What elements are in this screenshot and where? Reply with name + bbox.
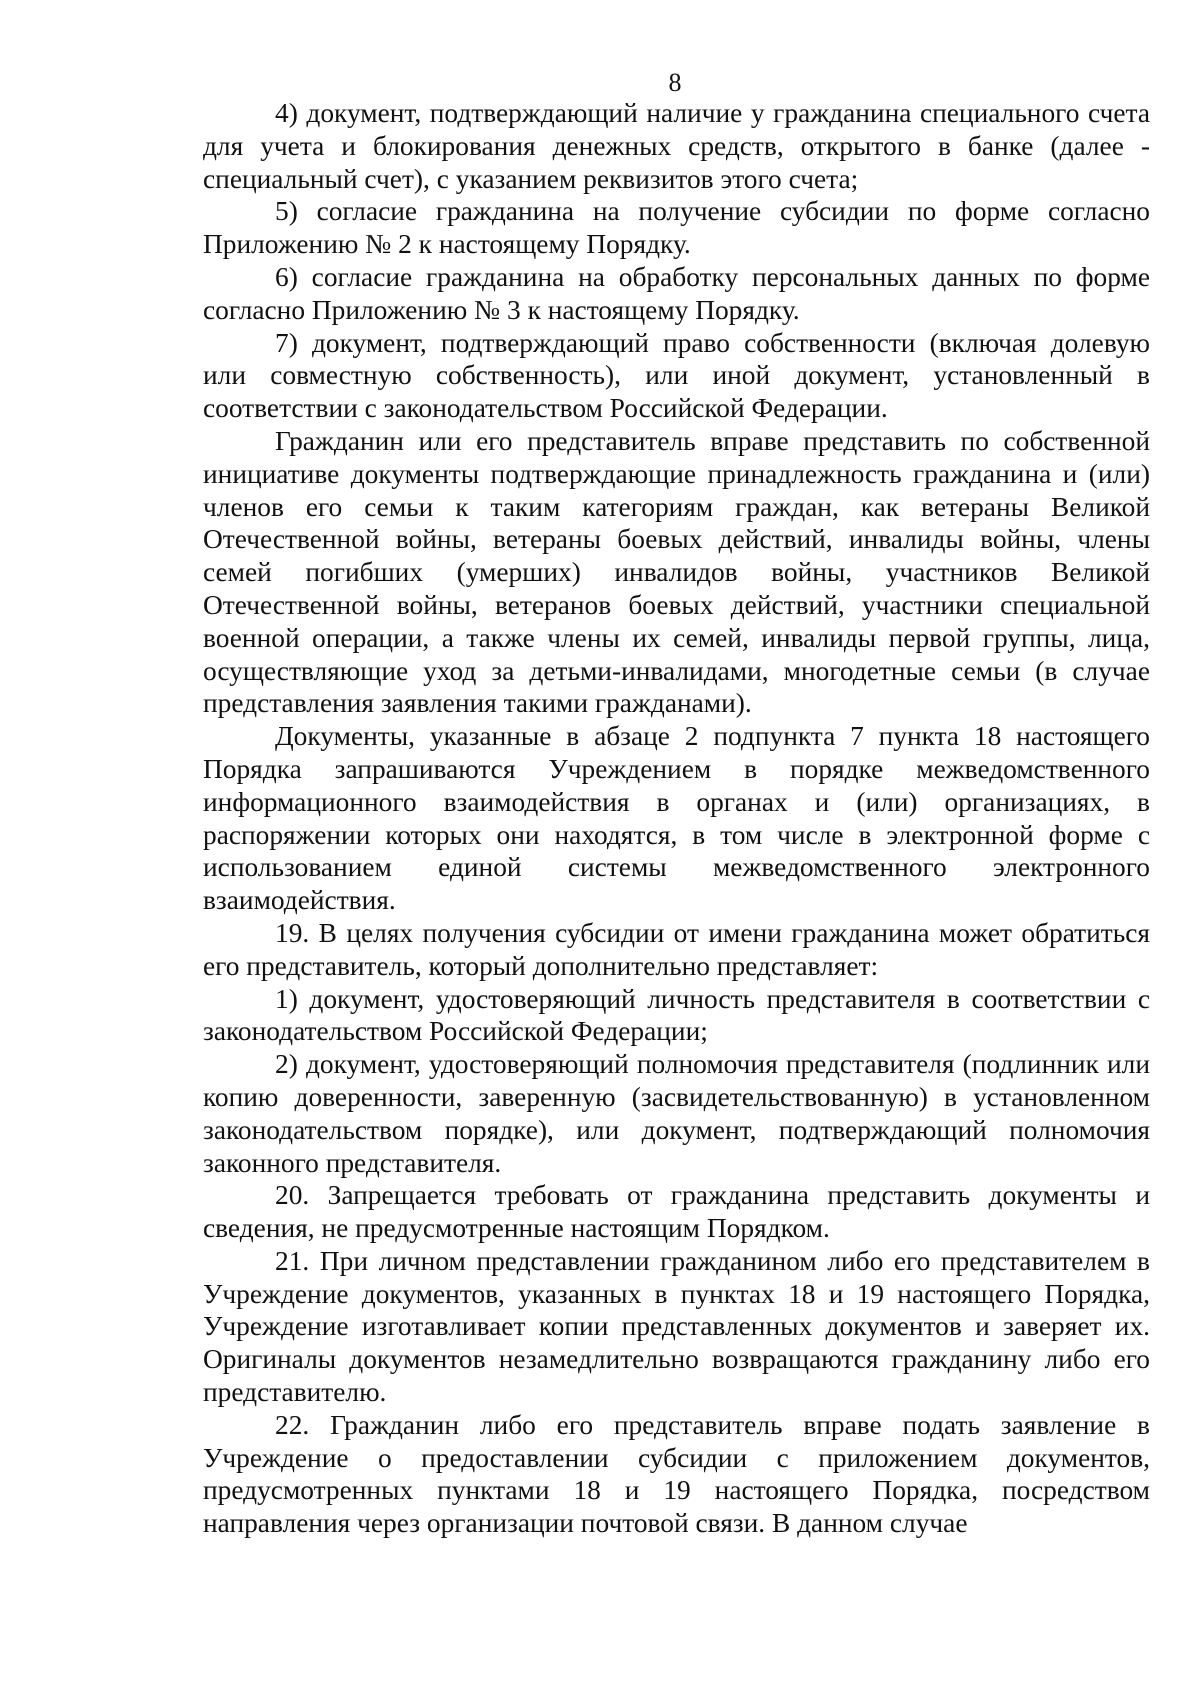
paragraph-clause-21: 21. При личном представлении гражданином либо его представителем в Учреждение документов, указанных в пунктах 18 и 19 настоящего Порядка, Учреждение изготавливает копии представленных документов и заверяет их. Оригиналы документов незамедлительно возвращаются гражданину либо его представителю. (203, 1245, 1150, 1408)
paragraph-clause-22: 22. Гражданин либо его представитель вправе подать заявление в Учреждение о предоставлении субсидии с приложением документов, предусмотренных пунктами 18 и 19 настоящего Порядка, посредством направления через организации почтовой связи. В данном случае (203, 1409, 1150, 1539)
paragraph-clause-19-item-1: 1) документ, удостоверяющий личность представителя в соответствии с законодательством Российской Федерации; (203, 983, 1150, 1047)
paragraph-clause-19-item-2: 2) документ, удостоверяющий полномочия представителя (подлинник или копию доверенности, заверенную (засвидетельствованную) в установленном законодательством порядке), или документ, подтверждающий полномочия законного представителя. (203, 1049, 1150, 1178)
paragraph-documents-request: Документы, указанные в абзаце 2 подпункта 7 пункта 18 настоящего Порядка запрашиваются Учреждением в порядке межведомственного информационного взаимодействия в органах и (или) организациях, в распоряжении которых они находятся, в том числе в электронной форме с использованием единой системы межведомственного электронного взаимодействия. (203, 721, 1150, 916)
paragraph-item-4: 4) документ, подтверждающий наличие у гражданина специального счета для учета и блокирования денежных средств, открытого в банке (далее - специальный счет), с указанием реквизитов этого счета; (203, 98, 1150, 194)
paragraph-citizen-right: Гражданин или его представитель вправе представить по собственной инициативе документы подтверждающие принадлежность гражданина и (или) членов его семьи к таким категориям граждан, как ветераны Великой Отечественной войны, ветераны боевых действий, инвалиды войны, члены семей погибших (умерших) инвалидов войны, участников Великой Отечественной войны, ветеранов боевых действий, участники специальной военной операции, а также члены их семей, инвалиды первой группы, лица, осуществляющие уход за детьми-инвалидами, многодетные семьи (в случае представления заявления такими гражданами). (203, 425, 1150, 719)
paragraph-item-6: 6) согласие гражданина на обработку персональных данных по форме согласно Приложению № 3 к настоящему Порядку. (203, 261, 1150, 325)
paragraph-clause-19: 19. В целях получения субсидии от имени гражданина может обратиться его представитель, который дополнительно представляет: (203, 917, 1150, 981)
document-body (203, 97, 1150, 1540)
paragraph-item-5: 5) согласие гражданина на получение субсидии по форме согласно Приложению № 2 к настоящему Порядку. (203, 196, 1150, 260)
page-number: 8 (668, 68, 682, 97)
paragraph-clause-20: 20. Запрещается требовать от гражданина представить документы и сведения, не предусмотренные настоящим Порядком. (203, 1180, 1150, 1244)
paragraph-item-7: 7) документ, подтверждающий право собственности (включая долевую или совместную собственность), или иной документ, установленный в соответствии с законодательством Российской Федерации. (203, 327, 1150, 424)
